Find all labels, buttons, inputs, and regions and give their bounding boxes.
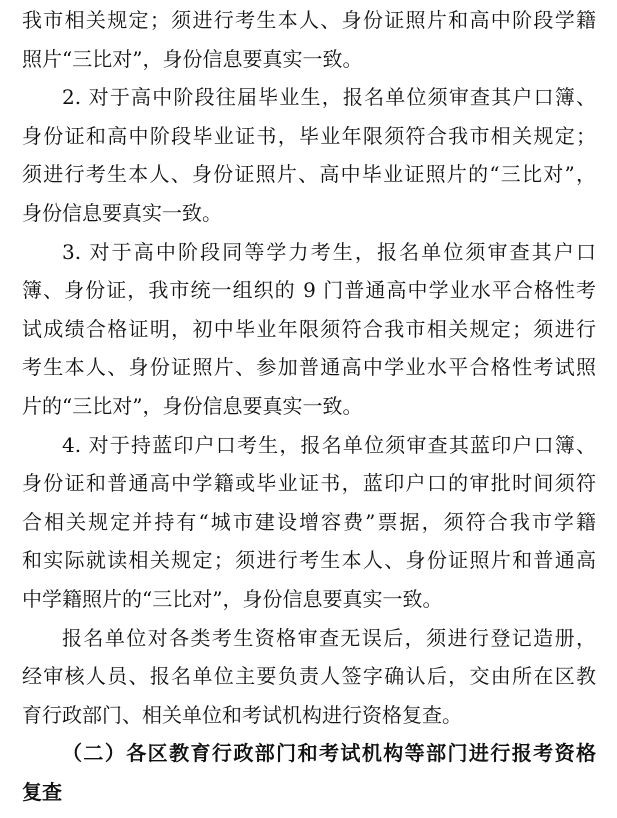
text-line-21: 复查 bbox=[22, 780, 62, 804]
text-line-15: 和实际就读相关规定；须进行考生本人、身份证照片和普通高 bbox=[22, 548, 596, 573]
text-line-19: 育行政部门、相关单位和考试机构进行资格复查。 bbox=[22, 702, 462, 727]
text-line-13: 身份证和普通高中学籍或毕业证书，蓝印户口的审批时间须符 bbox=[22, 471, 596, 496]
text-line-7: 3. 对于高中阶段同等学力考生，报名单位须审查其户口 bbox=[62, 239, 596, 264]
text-line-16: 中学籍照片的“三比对”，身份信息要真实一致。 bbox=[22, 587, 443, 611]
text-line-11: 片的“三比对”，身份信息要真实一致。 bbox=[22, 394, 363, 418]
text-line-12: 4. 对于持蓝印户口考生，报名单位须审查其蓝印户口簿、 bbox=[62, 432, 596, 457]
text-line-2: 照片“三比对”，身份信息要真实一致。 bbox=[22, 46, 363, 71]
text-line-18: 经审核人员、报名单位主要负责人签字确认后，交由所在区教 bbox=[22, 664, 596, 689]
text-line-3: 2. 对于高中阶段往届毕业生，报名单位须审查其户口簿、 bbox=[62, 85, 596, 110]
text-line-1: 我市相关规定；须进行考生本人、身份证照片和高中阶段学籍 bbox=[22, 8, 596, 32]
text-line-14: 合相关规定并持有“城市建设增容费”票据，须符合我市学籍 bbox=[22, 509, 596, 534]
text-line-5: 须进行考生本人、身份证照片、高中毕业证照片的“三比对”， bbox=[22, 162, 596, 187]
text-line-6: 身份信息要真实一致。 bbox=[22, 201, 222, 225]
text-line-17: 报名单位对各类考生资格审查无误后，须进行登记造册， bbox=[62, 625, 596, 650]
text-line-8: 簿、身份证，我市统一组织的 9 门普通高中学业水平合格性考 bbox=[22, 278, 596, 303]
text-line-10: 考生本人、身份证照片、参加普通高中学业水平合格性考试照 bbox=[22, 355, 596, 380]
text-line-20: （二）各区教育行政部门和考试机构等部门进行报考资格 bbox=[62, 741, 596, 766]
text-line-4: 身份证和高中阶段毕业证书，毕业年限须符合我市相关规定； bbox=[22, 123, 596, 148]
text-line-9: 试成绩合格证明，初中毕业年限须符合我市相关规定；须进行 bbox=[22, 316, 596, 341]
